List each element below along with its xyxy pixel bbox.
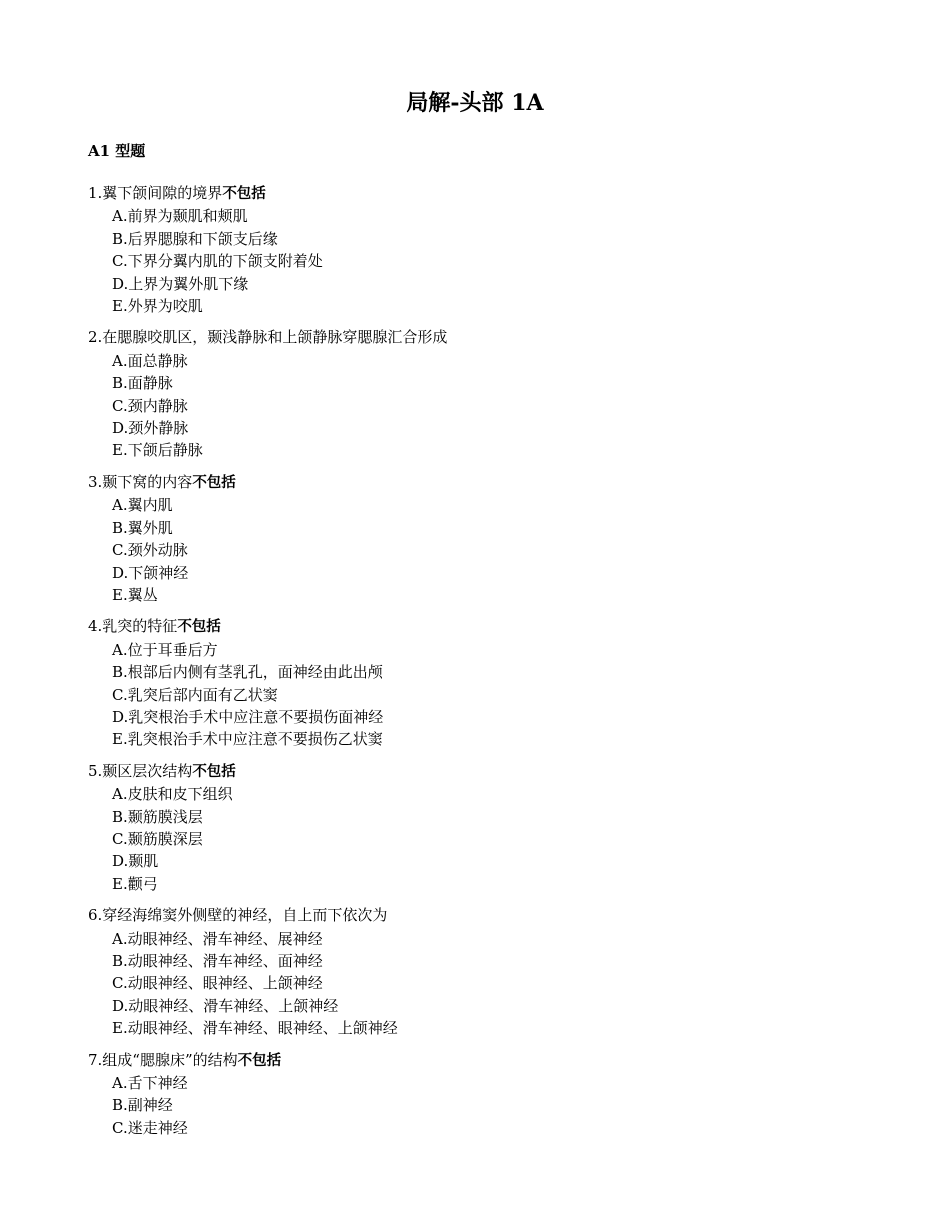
option-c: C.下界分翼内肌的下颌支附着处 xyxy=(112,252,323,271)
option-a: A.前界为颞肌和颊肌 xyxy=(112,207,248,226)
option-c: C.迷走神经 xyxy=(112,1118,188,1137)
question-stem xyxy=(88,760,888,783)
option-e: E.动眼神经、滑车神经、眼神经、上颌神经 xyxy=(112,1019,398,1038)
option-e: E.翼丛 xyxy=(112,585,158,604)
option-d: D.下颌神经 xyxy=(112,563,189,582)
option-e: E.外界为咬肌 xyxy=(112,297,203,316)
option-a: A.舌下神经 xyxy=(112,1074,188,1093)
option-a: A.皮肤和皮下组织 xyxy=(112,785,233,804)
question-2 xyxy=(88,326,888,461)
question-stem-text: 1.翼下颌间隙的境界 xyxy=(88,184,223,202)
question-4 xyxy=(88,615,888,750)
option-b: B.面静脉 xyxy=(112,374,173,393)
question-3 xyxy=(88,471,888,606)
option-b: B.副神经 xyxy=(112,1096,173,1115)
option-d: D.颈外静脉 xyxy=(112,419,189,438)
option-a: A.位于耳垂后方 xyxy=(112,640,218,659)
question-emphasis: 不包括 xyxy=(237,1052,282,1069)
option-c: C.颈外动脉 xyxy=(112,541,188,560)
option-a: A.面总静脉 xyxy=(112,351,188,370)
question-list xyxy=(88,182,888,1148)
question-emphasis: 不包括 xyxy=(192,763,236,780)
option-d: D.颞肌 xyxy=(112,852,159,871)
option-a: A.动眼神经、滑车神经、展神经 xyxy=(112,929,323,948)
option-d: D.乳突根治手术中应注意不要损伤面神经 xyxy=(112,707,384,726)
question-stem-text: 3.颞下窝的内容 xyxy=(88,472,193,491)
option-b: B.后界腮腺和下颌支后缘 xyxy=(112,229,278,248)
option-b: B.动眼神经、滑车神经、面神经 xyxy=(112,952,323,970)
option-b: B.颞筋膜浅层 xyxy=(112,807,203,826)
option-list xyxy=(88,928,888,1040)
option-a: A.翼内肌 xyxy=(112,496,173,515)
question-stem xyxy=(88,182,888,205)
option-list xyxy=(88,350,888,462)
question-stem xyxy=(88,326,888,349)
question-6 xyxy=(88,904,888,1039)
document-title: 局解-头部 1A xyxy=(406,90,544,116)
option-e: E.颧弓 xyxy=(112,874,158,893)
question-7 xyxy=(88,1049,888,1140)
option-e: E.下颌后静脉 xyxy=(112,441,203,460)
question-5 xyxy=(88,760,888,895)
question-stem-text: 2.在腮腺咬肌区，颞浅静脉和上颌静脉穿腮腺汇合形成 xyxy=(88,328,448,347)
question-emphasis: 不包括 xyxy=(177,619,221,636)
option-c: C.动眼神经、眼神经、上颌神经 xyxy=(112,974,323,993)
option-list xyxy=(88,494,888,606)
option-list xyxy=(88,1072,888,1139)
option-c: C.乳突后部内面有乙状窦 xyxy=(112,685,278,704)
option-c: C.颞筋膜深层 xyxy=(112,829,203,848)
section-heading: A1 型题 xyxy=(88,142,146,160)
question-stem-text: 4.乳突的特征 xyxy=(88,617,178,636)
option-c: C.颈内静脉 xyxy=(112,396,188,415)
option-list xyxy=(88,205,888,317)
option-d: D.动眼神经、滑车神经、上颌神经 xyxy=(112,996,339,1015)
question-stem xyxy=(88,904,888,927)
question-emphasis: 不包括 xyxy=(192,474,236,491)
option-d: D.上界为翼外肌下缘 xyxy=(112,274,249,293)
question-stem-text: 7.组成“腮腺床”的结构 xyxy=(88,1050,238,1069)
question-stem xyxy=(88,615,888,638)
question-1 xyxy=(88,182,888,317)
question-stem xyxy=(88,471,888,494)
option-list xyxy=(88,783,888,895)
option-b: B.翼外肌 xyxy=(112,518,173,537)
question-stem-text: 5.颞区层次结构 xyxy=(88,761,193,780)
question-stem xyxy=(88,1049,888,1072)
question-stem-text: 6.穿经海绵窦外侧壁的神经，自上而下依次为 xyxy=(88,906,388,925)
question-emphasis: 不包括 xyxy=(222,186,266,202)
option-list xyxy=(88,639,888,751)
option-b: B.根部后内侧有茎乳孔，面神经由此出颅 xyxy=(112,663,383,682)
option-e: E.乳突根治手术中应注意不要损伤乙状窦 xyxy=(112,730,383,749)
